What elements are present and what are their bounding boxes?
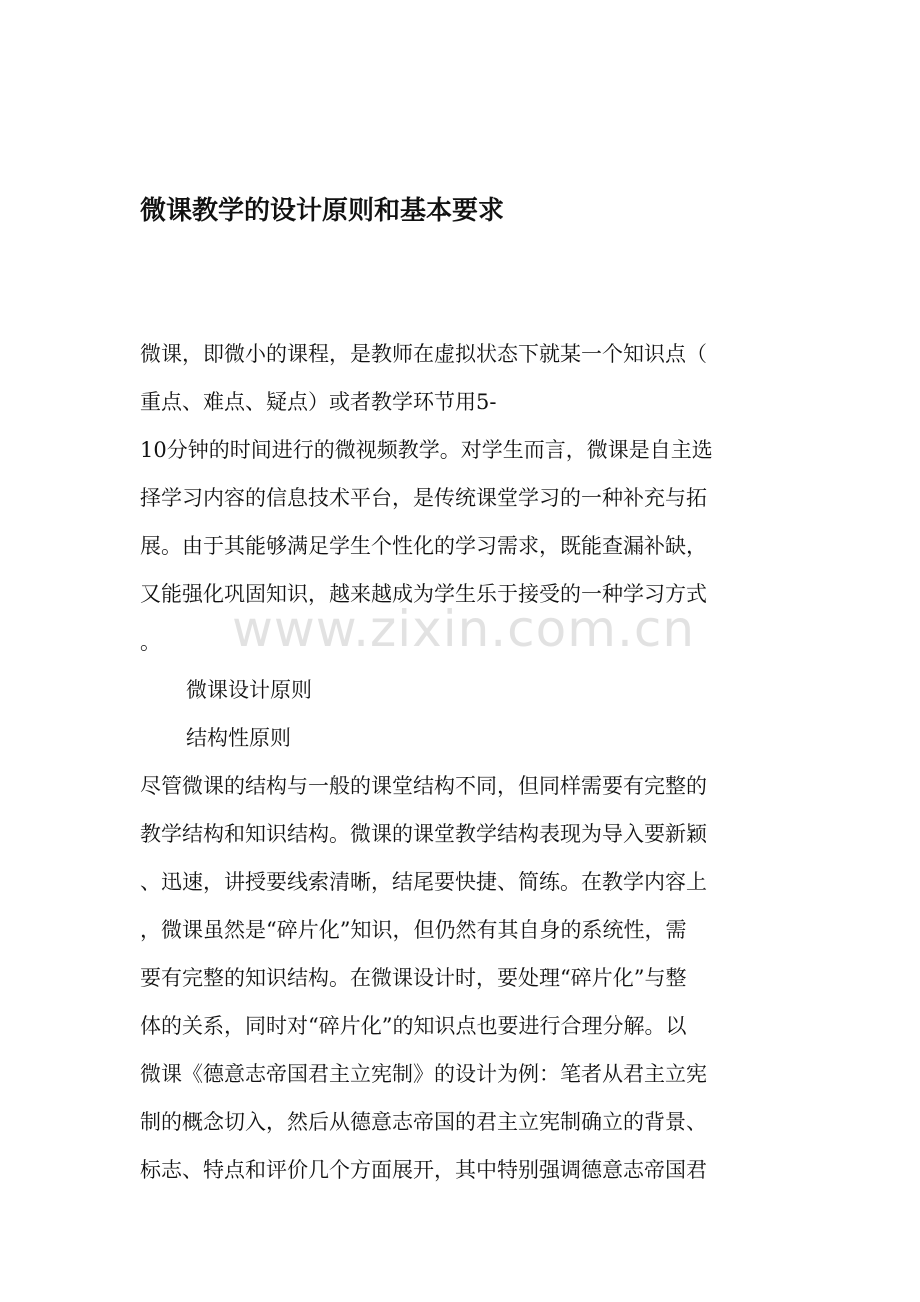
text-line: ，微课虽然是“碎片化”知识，但仍然有其自身的系统性，需: [140, 918, 687, 942]
section-heading-structure-principle: 结构性原则: [186, 726, 291, 750]
text-line: 制的概念切入，然后从德意志帝国的君主立宪制确立的背景、: [140, 1110, 707, 1134]
intro-paragraph: [140, 330, 780, 666]
text-line: 尽管微课的结构与一般的课堂结构不同，但同样需要有完整的: [140, 774, 707, 798]
text-line: 展。由于其能够满足学生个性化的学习需求，既能查漏补缺，: [140, 534, 707, 558]
text-line: 重点、难点、疑点）或者教学环节用5-: [140, 390, 497, 414]
text-line: 。: [140, 630, 161, 654]
text-line: 择学习内容的信息技术平台，是传统课堂学习的一种补充与拓: [140, 486, 707, 510]
section-heading-design-principles: 微课设计原则: [186, 678, 312, 702]
text-line: 标志、特点和评价几个方面展开，其中特别强调德意志帝国君: [140, 1158, 707, 1182]
section-headings: [140, 666, 780, 762]
watermark: www.zixin.com.cn: [232, 600, 696, 658]
structure-paragraph: [140, 762, 780, 1194]
text-line: 微课《德意志帝国君主立宪制》的设计为例：笔者从君主立宪: [140, 1062, 707, 1086]
text-line: 、迅速，讲授要线索清晰，结尾要快捷、简练。在教学内容上: [140, 870, 707, 894]
text-line: 10分钟的时间进行的微视频教学。对学生而言，微课是自主选: [140, 438, 713, 462]
document-title: 微课教学的设计原则和基本要求: [140, 196, 505, 226]
text-line: 又能强化巩固知识，越来越成为学生乐于接受的一种学习方式: [140, 582, 707, 606]
text-line: 微课，即微小的课程，是教师在虚拟状态下就某一个知识点（: [140, 342, 707, 366]
text-line: 体的关系，同时对“碎片化”的知识点也要进行合理分解。以: [140, 1014, 687, 1038]
text-line: 要有完整的知识结构。在微课设计时，要处理“碎片化”与整: [140, 966, 687, 990]
text-line: 教学结构和知识结构。微课的课堂教学结构表现为导入要新颖: [140, 822, 707, 846]
